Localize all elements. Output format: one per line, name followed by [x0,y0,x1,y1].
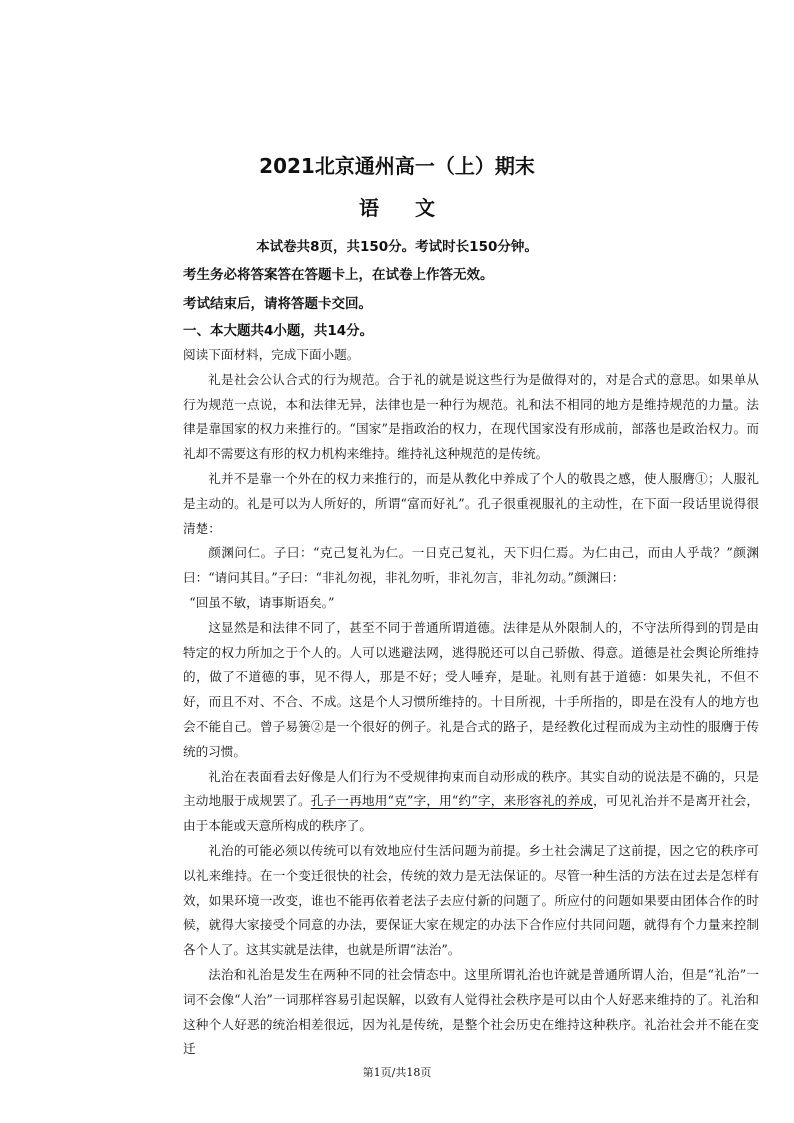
exam-info: 本试卷共8页，共150分。考试时长150分钟。 [256,239,538,255]
paragraph-3: 颜渊问仁。子曰：“克己复礼为仁。一日克己复礼，天下归仁焉。为仁由己，而由人乎哉？”颜渊曰：“请问其目。”子曰：“非礼勿视，非礼勿听，非礼勿言，非礼勿动。”颜渊曰： [183,545,759,586]
paragraph-2: 礼并不是靠一个外在的权力来推行的，而是从教化中养成了个人的敬畏之感，使人服膺①；人服礼是主动的。礼是可以为人所好的，所谓“富而好礼”。孔子很重视服礼的主动性，在下面一段话里说得很清楚： [183,470,759,536]
paragraph-7: 礼治的可能必须以传统可以有效地应付生活问题为前提。乡土社会满足了这前提，因之它的秩序可以礼来维持。在一个变迁很快的社会，传统的效力是无法保证的。尽管一种生活的方法在过去是怎样有效，如果环境一改变，谁也不能再依着老法子去应付新的问题了。所应付的问题如果要由团体合作的时候，就得大家接受个同意的办法，要保证大家在规定的办法下合作应付共同问题，就得有个力量来控制各个人了。这其实就是法律，也就是所谓“法治”。 [183,842,759,958]
paragraph-6 [183,765,759,839]
instruction-answer-sheet: 考生务必将答案答在答题卡上，在试卷上作答无效。 [183,267,494,283]
exam-title: 2021北京通州高一（上）期末 [259,154,535,178]
paragraph-6-part-a: 礼治在表面看去好像是人们行为不受规律拘束而自动形成的秩序。其实自动的说法是不确的，只是主动地服于成规罢了。 [183,768,759,809]
paragraph-8: 法治和礼治是发生在两种不同的社会情态中。这里所谓礼治也许就是普通所谓人治，但是“礼治”一词不会像“人治”一词那样容易引起误解，以致有人觉得社会秩序是可以由个人好恶来维持的了。礼治和这种个人好恶的统治相差很远，因为礼是传统，是整个社会历史在维持这种秩序。礼治社会并不能在变迁 [183,966,759,1057]
subject-title: 语文 [359,196,471,220]
reading-passage [183,343,759,1062]
paragraph-4: “回虽不敏，请事斯语矣。” [189,594,335,610]
page-number: 第1页/共18页 [362,1066,432,1079]
paragraph-6-part-b: ，可见礼治并不是离开社会，由于本能或天意所构成的秩序了。 [183,793,760,834]
paragraph-1: 礼是社会公认合式的行为规范。合于礼的就是说这些行为是做得对的，对是合式的意思。如果单从行为规范一点说，本和法律无异，法律也是一种行为规范。礼和法不相同的地方是维持规范的力量。法律是靠国家的权力来推行的。“国家”是指政治的权力，在现代国家没有形成前，部落也是政治权力。而礼却不需要这有形的权力机构来维持。维持礼这种规范的是传统。 [183,371,759,462]
instruction-return-sheet: 考试结束后，请将答题卡交回。 [183,296,372,312]
paragraph-5: 这显然是和法律不同了，甚至不同于普通所谓道德。法律是从外限制人的，不守法所得到的罚是由特定的权力所加之于个人的。人可以逃避法网，逃得脱还可以自己骄傲、得意。道德是社会舆论所维持的，做了不道德的事，见不得人，那是不好；受人唾弃，是耻。礼则有甚于道德：如果失礼，不但不好，而且不对、不合、不成。这是个人习惯所维持的。十目所视，十手所指的，即是在没有人的地方也会不能自己。曾子易箦②是一个很好的例子。礼是合式的路子，是经教化过程而成为主动性的服膺于传统的习惯。 [183,619,759,759]
section-heading: 一、本大题共4小题，共14分。 [183,323,374,339]
passage-intro: 阅读下面材料，完成下面小题。 [183,347,360,362]
underlined-sentence: 孔子一再地用“克”字，用“约”字，来形容礼的养成 [310,793,594,809]
